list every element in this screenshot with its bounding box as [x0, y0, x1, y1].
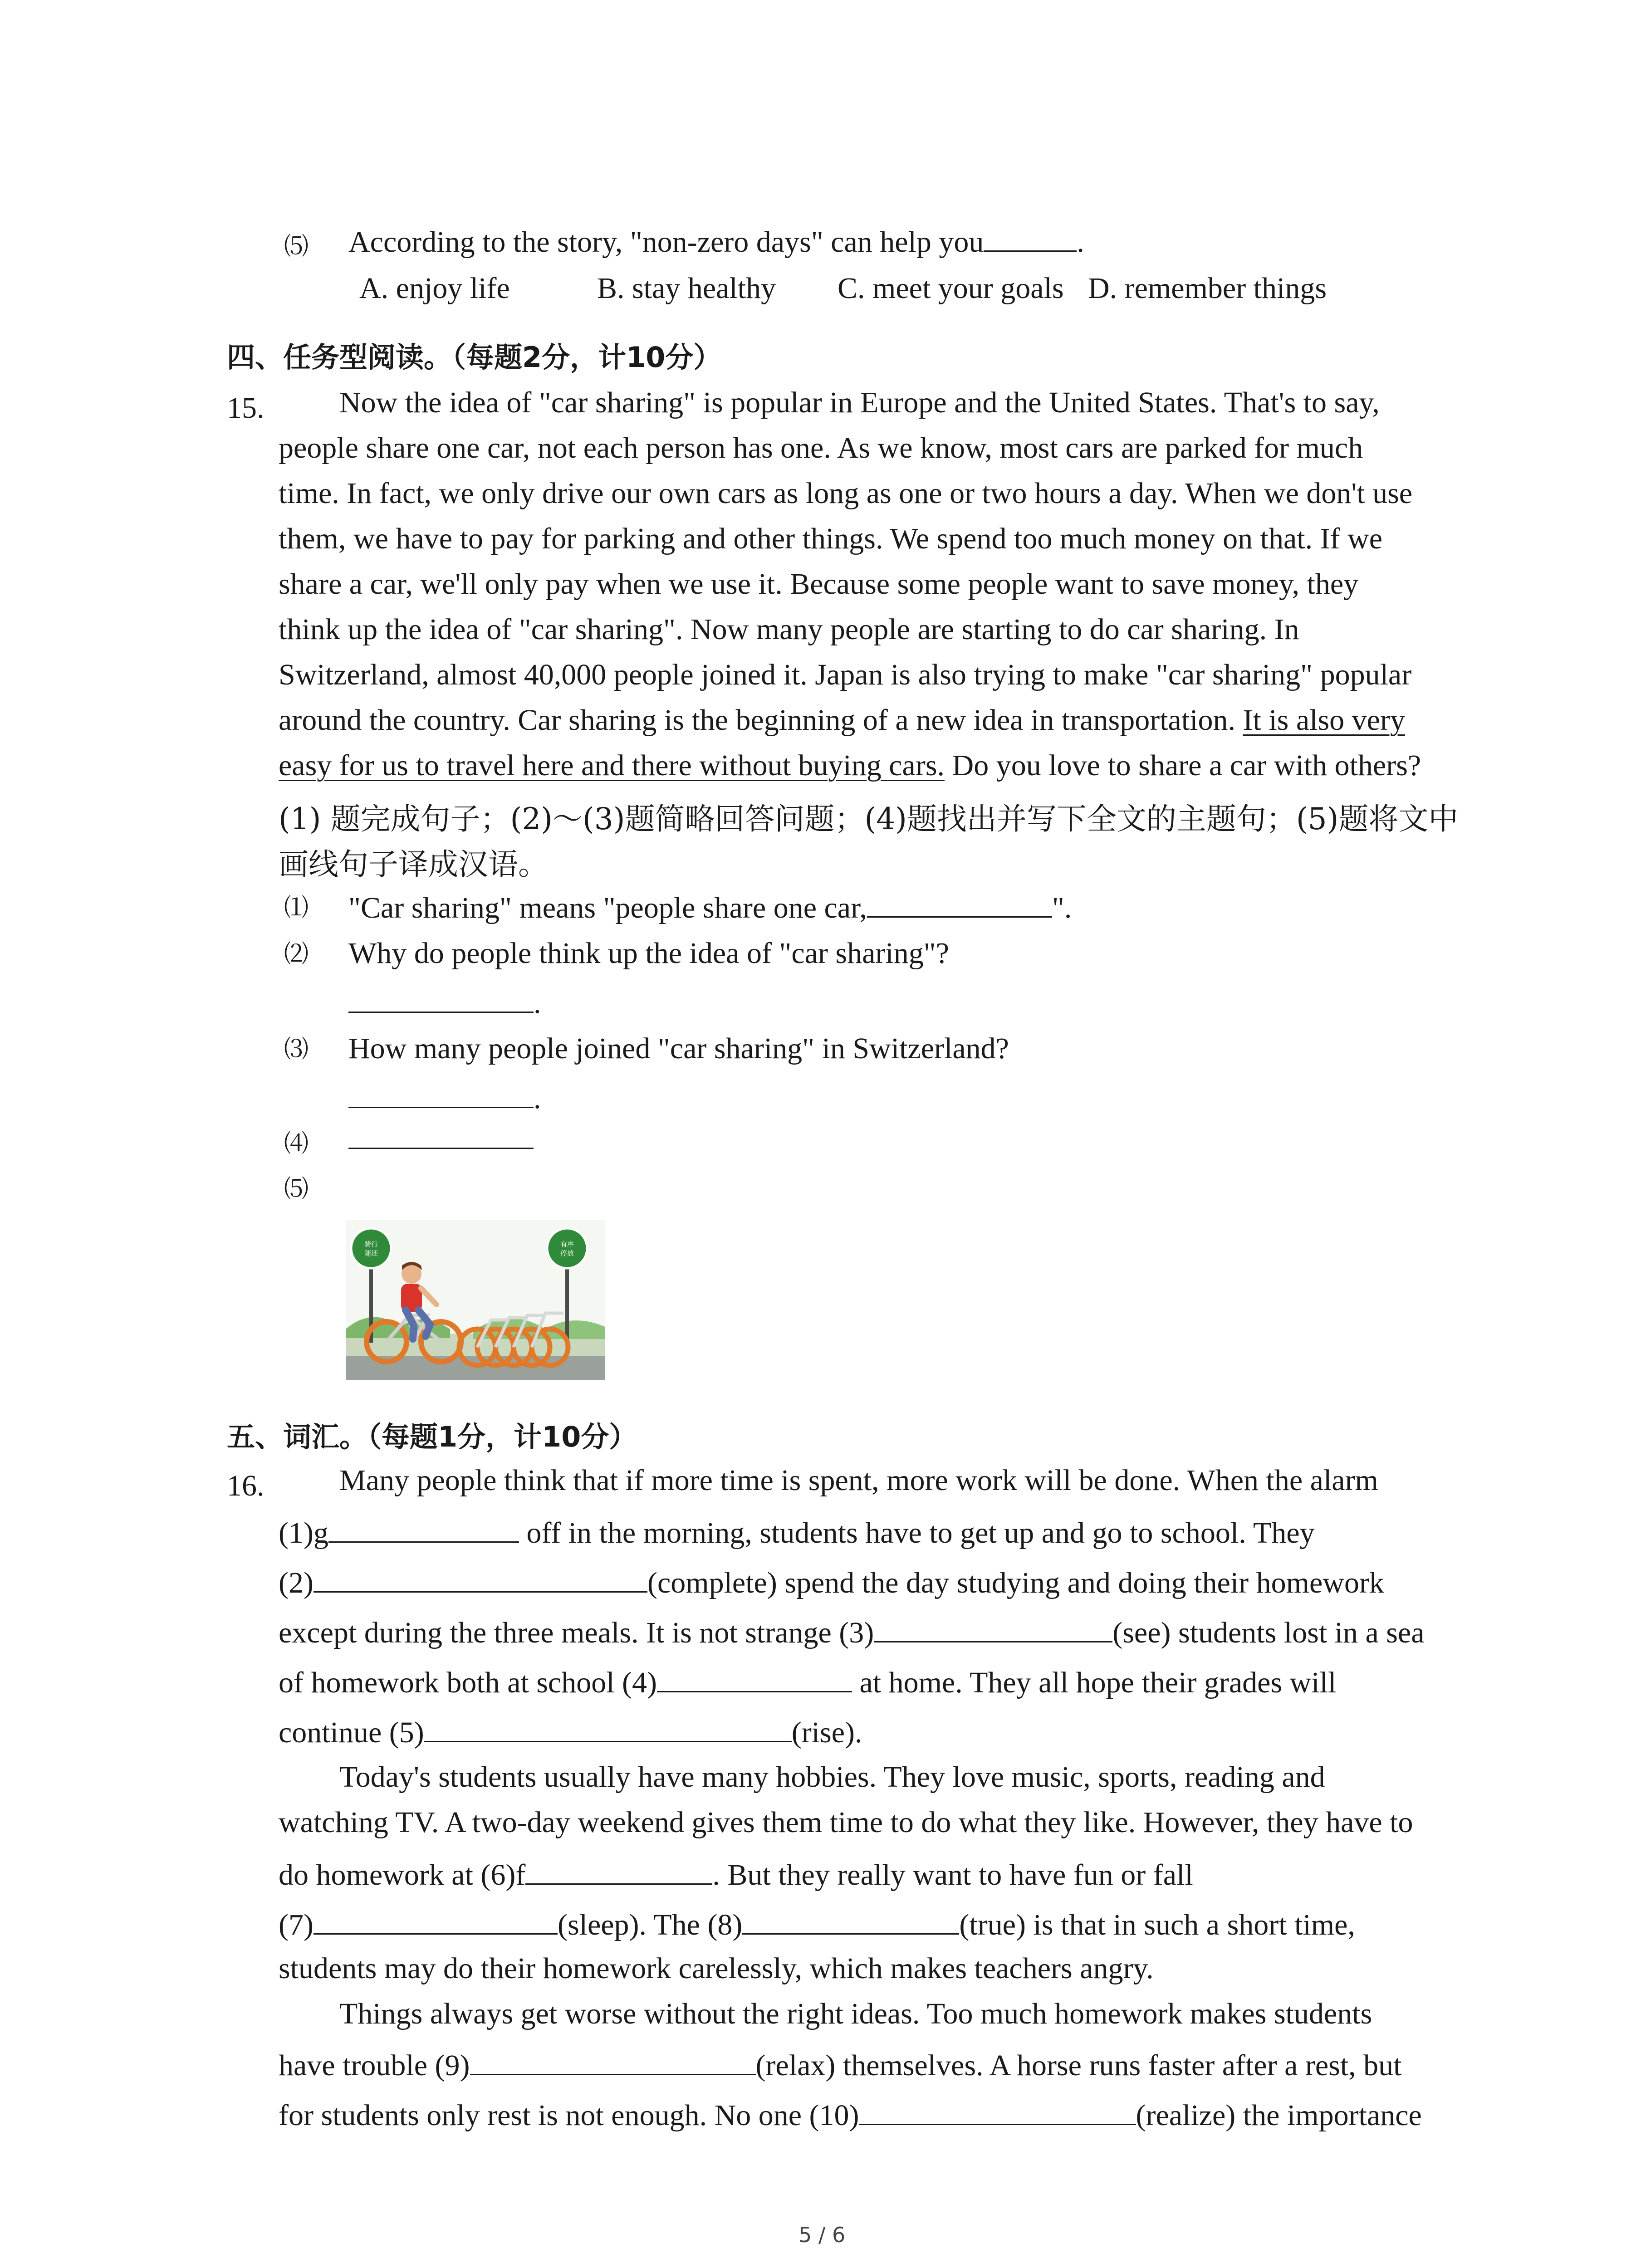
option-c[interactable]: C. meet your goals: [838, 272, 1064, 305]
q15-1-text: "Car sharing" means "people share one car,: [348, 891, 867, 924]
q15-line-6: think up the idea of "car sharing". Now many people are starting to do car sharing. In: [279, 613, 1299, 646]
q15-1-end: ".: [1052, 891, 1072, 924]
underlined-sentence-part-1: It is also very: [1243, 704, 1405, 737]
q16-line-4-start: except during the three meals. It is not strange (3): [279, 1616, 874, 1649]
q15-3-question: How many people joined "car sharing" in Switzerland?: [348, 1032, 1009, 1065]
blank-4[interactable]: [657, 1663, 852, 1692]
underlined-sentence-part-2: easy for us to travel here and there without buying cars.: [279, 749, 945, 782]
q15-4-answer-line: [348, 1117, 534, 1162]
option-b[interactable]: B. stay healthy: [597, 272, 776, 305]
q16-line-3-rest: (complete) spend the day studying and doing their homework: [647, 1566, 1384, 1599]
q16-line-14-rest: (realize) the importance: [1136, 2099, 1422, 2132]
q16-line-7: Today's students usually have many hobbies. They love music, sports, reading and: [339, 1760, 1325, 1794]
q15-1-question: [348, 885, 1072, 931]
q15-3-number: ⑶: [284, 1035, 309, 1063]
q15-line-1: Now the idea of "car sharing" is popular in Europe and the United States. That's to say,: [339, 386, 1380, 419]
blank-1[interactable]: [328, 1513, 519, 1543]
section-5-heading: 五、词汇。（每题1分，计10分）: [227, 1420, 637, 1453]
q15-4-answer-blank[interactable]: [348, 1119, 534, 1149]
q15-instructions-1: (1) 题完成句子；(2)～(3)题简略回答问题；(4)题找出并写下全文的主题句；(5)题将文中: [279, 802, 1459, 836]
q14-5-answer-blank[interactable]: [984, 222, 1077, 252]
q16-line-4-rest: (see) students lost in a sea: [1112, 1616, 1425, 1649]
q15-3-answer-end: .: [534, 1082, 541, 1115]
q16-line-11: students may do their homework carelessly, which makes teachers angry.: [279, 1952, 1154, 1985]
q15-2-answer-blank[interactable]: [348, 983, 534, 1013]
q14-5-stem-text: According to the story, "non-zero days" can help you: [348, 225, 984, 259]
q15-line-8: [279, 703, 1405, 738]
q16-line-2-rest: off in the morning, students have to get up and go to school. They: [519, 1516, 1315, 1549]
blank-8[interactable]: [742, 1905, 959, 1935]
q16-line-5-start: of homework both at school (4): [279, 1666, 657, 1699]
page-number: 5 / 6: [798, 2223, 846, 2247]
q16-line-12: Things always get worse without the right ideas. Too much homework makes students: [339, 1997, 1372, 2030]
q15-line-3: time. In fact, we only drive our own cars as long as one or two hours a day. When we don't use: [279, 477, 1413, 510]
q15-line-8-text: around the country. Car sharing is the beginning of a new idea in transportation.: [279, 704, 1236, 737]
q16-line-6: [279, 1713, 862, 1750]
q15-line-4: them, we have to pay for parking and other things. We spend too much money on that. If we: [279, 522, 1383, 555]
sign-left-line-2: 随还: [364, 1249, 378, 1257]
q16-line-14: [279, 2096, 1422, 2133]
q16-line-13-rest: (relax) themselves. A horse runs faster after a rest, but: [755, 2049, 1402, 2082]
q16-line-3: [279, 1563, 1384, 1600]
q15-1-answer-blank[interactable]: [867, 888, 1052, 918]
q16-line-13: [279, 2046, 1402, 2083]
q15-line-9-rest: Do you love to share a car with others?: [945, 749, 1421, 782]
blank-10[interactable]: [859, 2096, 1136, 2125]
q14-5-number: ⑸: [284, 232, 309, 260]
q16-line-10-mid: (sleep). The (8): [557, 1908, 743, 1941]
q15-5-number: ⑸: [284, 1174, 309, 1203]
q16-line-8: watching TV. A two-day weekend gives them time to do what they like. However, they have to: [279, 1806, 1413, 1839]
blank-2[interactable]: [314, 1563, 647, 1593]
q16-line-5-rest: at home. They all hope their grades will: [852, 1666, 1337, 1699]
sign-right-line-1: 有序: [560, 1240, 574, 1248]
q16-line-6-start: continue (5): [279, 1716, 424, 1749]
q15-3-answer-line: [348, 1076, 541, 1121]
q16-line-5: [279, 1663, 1336, 1700]
q16-line-9: [279, 1855, 1193, 1892]
blank-3[interactable]: [874, 1613, 1112, 1642]
q15-line-2: people share one car, not each person has one. As we know, most cars are parked for much: [279, 431, 1363, 464]
q15-line-5: share a car, we'll only pay when we use it. Because some people want to save money, they: [279, 567, 1359, 601]
q14-5-stem: [348, 220, 1084, 265]
q16-line-2-start: (1)g: [279, 1516, 328, 1549]
q16-number: 16.: [227, 1469, 265, 1502]
option-d[interactable]: D. remember things: [1088, 272, 1327, 305]
q16-line-4: [279, 1613, 1425, 1650]
blank-6[interactable]: [525, 1855, 712, 1885]
blank-7[interactable]: [314, 1905, 558, 1935]
q16-line-14-start: for students only rest is not enough. No one (10): [279, 2099, 859, 2132]
q15-1-number: ⑴: [284, 893, 309, 922]
q15-2-number: ⑵: [284, 939, 309, 968]
q16-line-10-start: (7): [279, 1908, 314, 1941]
bike-sharing-illustration: [346, 1220, 605, 1380]
q16-line-1: Many people think that if more time is spent, more work will be done. When the alarm: [339, 1464, 1378, 1497]
q15-3-answer-blank[interactable]: [348, 1079, 534, 1108]
sign-left-line-1: 骑行: [364, 1240, 378, 1248]
q15-instructions-2: 画线句子译成汉语。: [279, 847, 548, 882]
q16-line-9-start: do homework at (6)f: [279, 1858, 526, 1892]
section-4-heading: 四、任务型阅读。（每题2分，计10分）: [227, 341, 722, 374]
q16-line-6-rest: (rise).: [791, 1716, 862, 1749]
q15-number: 15.: [227, 391, 265, 425]
q15-2-question: Why do people think up the idea of "car sharing"?: [348, 937, 949, 970]
q16-line-10: [279, 1905, 1355, 1942]
q15-2-answer-end: .: [534, 987, 541, 1020]
blank-9[interactable]: [470, 2046, 756, 2075]
q16-line-2: [279, 1513, 1315, 1550]
q15-2-answer-line: [348, 981, 541, 1026]
q16-line-13-start: have trouble (9): [279, 2049, 470, 2082]
q16-line-10-rest: (true) is that in such a short time,: [959, 1908, 1355, 1941]
q15-4-number: ⑷: [284, 1129, 309, 1158]
option-a[interactable]: A. enjoy life: [359, 272, 510, 305]
q16-line-9-rest: . But they really want to have fun or fall: [712, 1858, 1193, 1892]
q16-line-3-start: (2): [279, 1566, 314, 1599]
q15-line-9: [279, 748, 1421, 783]
q14-5-options: [359, 266, 1327, 311]
q15-line-7: Switzerland, almost 40,000 people joined it. Japan is also trying to make "car sharing" popular: [279, 658, 1412, 691]
sign-right-line-2: 停放: [560, 1249, 574, 1257]
q14-5-stem-end: .: [1077, 225, 1084, 259]
blank-5[interactable]: [424, 1713, 792, 1742]
